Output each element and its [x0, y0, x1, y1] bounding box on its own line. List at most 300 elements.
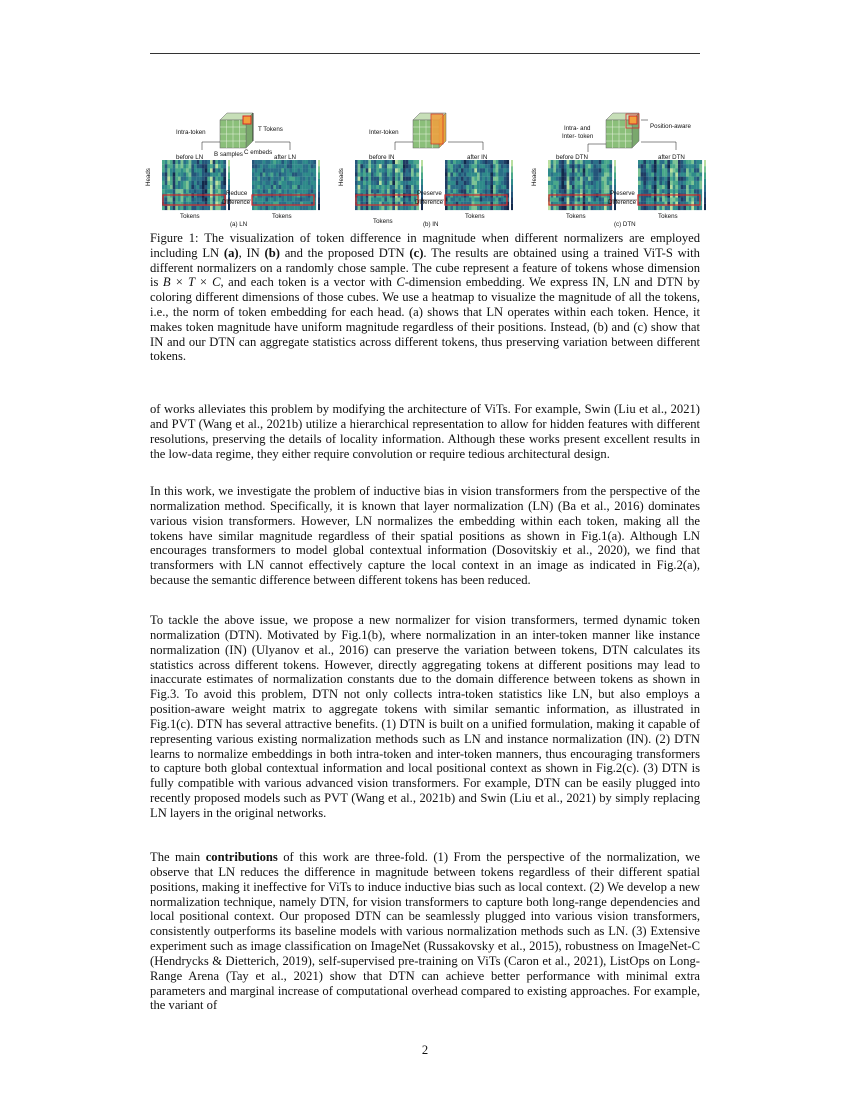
heatmap-cell [659, 164, 662, 168]
subcaption: (c) DTN [614, 221, 636, 228]
heatmap-cell [191, 206, 194, 210]
heatmap-cell [289, 206, 292, 210]
heatmap-cell [561, 168, 564, 172]
heatmap-cell [207, 160, 210, 164]
heatmap-cell [406, 177, 409, 181]
heatmap-cell [210, 168, 213, 172]
heatmap-cell [303, 185, 306, 189]
heatmap-cell [490, 164, 493, 168]
heatmap-cell [593, 198, 596, 202]
heatmap-cell [657, 181, 660, 185]
heatmap-cell [311, 206, 314, 210]
heatmap-cell [699, 185, 702, 189]
colorbar-segment [318, 185, 320, 191]
heatmap-cell [376, 164, 379, 168]
heatmap-cell [382, 177, 385, 181]
heatmap-cell [287, 168, 290, 172]
heatmap-cell [641, 198, 644, 202]
heatmap-cell [490, 181, 493, 185]
heatmap-cell [591, 185, 594, 189]
colorbar-segment [704, 204, 706, 210]
feature-cube [606, 113, 648, 148]
colorbar-segment [704, 198, 706, 204]
heatmap-cell [607, 181, 610, 185]
heatmap-cell [670, 185, 673, 189]
caption-text: , IN [238, 245, 265, 260]
heatmap-cell [493, 185, 496, 189]
heatmap-cell [406, 160, 409, 164]
heatmap-cell [210, 173, 213, 177]
heatmap-cell [482, 206, 485, 210]
heatmap-cell [474, 173, 477, 177]
heatmap-cell [400, 168, 403, 172]
heatmap-cell [604, 185, 607, 189]
heatmap-cell [585, 168, 588, 172]
heatmap-cell [311, 177, 314, 181]
heatmap-cell [218, 177, 221, 181]
heatmap-cell [445, 189, 448, 193]
heatmap-cell [699, 181, 702, 185]
colorbar-segment [228, 179, 230, 185]
heatmap-cell [697, 168, 700, 172]
heatmap-cell [173, 206, 176, 210]
heatmap-cell [498, 164, 501, 168]
heatmap-cell [453, 206, 456, 210]
heatmap-cell [504, 168, 507, 172]
heatmap-cell [292, 173, 295, 177]
heatmap-cell [485, 198, 488, 202]
heatmap-cell [371, 173, 374, 177]
heatmap-cell [493, 160, 496, 164]
heatmap-cell [561, 177, 564, 181]
heatmap-cell [551, 198, 554, 202]
heatmap-cell [450, 177, 453, 181]
heatmap-cell [659, 189, 662, 193]
heatmap-cell [673, 168, 676, 172]
heatmap-cell [638, 164, 641, 168]
heatmap-cell [575, 177, 578, 181]
heatmap-cell [197, 173, 200, 177]
heatmap-cell [273, 164, 276, 168]
heatmap-cell [363, 189, 366, 193]
heatmap-cell [260, 206, 263, 210]
colorbar-segment [318, 166, 320, 172]
heatmap-cell [395, 189, 398, 193]
heatmap-cell [667, 206, 670, 210]
heatmap-cell [178, 168, 181, 172]
heatmap-cell [175, 198, 178, 202]
heatmap-cell [395, 164, 398, 168]
heatmap-cell [360, 164, 363, 168]
heatmap-cell [173, 185, 176, 189]
heatmap-cell [223, 206, 226, 210]
heatmap-cell [580, 168, 583, 172]
heatmap-cell [641, 185, 644, 189]
heatmap-cell [485, 164, 488, 168]
heatmap-cell [268, 189, 271, 193]
heatmap-cell [181, 168, 184, 172]
heatmap-cell [675, 185, 678, 189]
heatmap-cell [414, 185, 417, 189]
heatmap-cell [553, 173, 556, 177]
heatmap-cell [379, 198, 382, 202]
heatmap-cell [654, 181, 657, 185]
heatmap-cell [657, 164, 660, 168]
heatmap-cell [265, 181, 268, 185]
heatmap-cell [411, 181, 414, 185]
heatmap-cell [368, 181, 371, 185]
heatmap-cell [604, 198, 607, 202]
heatmap-cell [379, 173, 382, 177]
heatmap-cell [175, 185, 178, 189]
heatmap-cell [699, 168, 702, 172]
heatmap-cell [553, 164, 556, 168]
heatmap-cell [400, 173, 403, 177]
heatmap-cell [311, 173, 314, 177]
heatmap-cell [374, 164, 377, 168]
heatmap-cell [683, 173, 686, 177]
paragraph-1: of works alleviates this problem by modifying the architecture of ViTs. For example, Swin (Liu et al., 2021) and PVT (Wang et al., 2021b) utilize a hierarchical representation to allow for hidden features with different resolutions, preserving the details of locality information. Although these works present excellent results in the low-data regime, they either require convolution or require tedious architectural design. [150, 402, 700, 461]
heatmap-cell [191, 164, 194, 168]
heatmap-cell [297, 173, 300, 177]
heatmap-cell [305, 177, 308, 181]
heatmap-cell [681, 164, 684, 168]
heatmap-cell [289, 189, 292, 193]
heatmap-cell [289, 173, 292, 177]
heatmap-cell [488, 177, 491, 181]
heatmap-cell [646, 189, 649, 193]
heatmap-cell [662, 164, 665, 168]
heatmap-cell [649, 189, 652, 193]
heatmap-cell [638, 189, 641, 193]
heatmap-cell [482, 198, 485, 202]
heatmap-after [445, 160, 513, 210]
heatmap-cell [384, 198, 387, 202]
heatmap-cell [665, 189, 668, 193]
heatmap-cell [498, 185, 501, 189]
heatmap-cell [305, 198, 308, 202]
heatmap-cell [588, 168, 591, 172]
heatmap-cell [384, 181, 387, 185]
heatmap-cell [464, 189, 467, 193]
heatmap-cell [580, 173, 583, 177]
heatmap-cell [414, 181, 417, 185]
paragraph-2: In this work, we investigate the problem of inductive bias in vision transformers from the perspective of the normalization method. Specifically, it is known that layer normalization (LN) (Ba et al., 2016) dominates various vision transformers. However, LN normalizes the embedding within each token, making all the tokens have similar magnitude regardless of their spatial positions as shown in Fig.1(a). Although LN encourages transformers to model global contextual information (Dosovitskiy et al., 2020), we find that transformers with LN cannot effectively capture the local context in an image as indicated in Fig.2(a), because the semantic difference between different tokens has been reduced. [150, 484, 700, 588]
heatmap-cell [221, 181, 224, 185]
heatmap-cell [548, 189, 551, 193]
colorbar-segment [704, 185, 706, 191]
heatmap-cell [654, 206, 657, 210]
heatmap-cell [382, 185, 385, 189]
heatmap-cell [607, 168, 610, 172]
heatmap-cell [646, 206, 649, 210]
heatmap-cell [456, 189, 459, 193]
heatmap-cell [189, 189, 192, 193]
heatmap-cell [392, 181, 395, 185]
heatmap-cell [580, 185, 583, 189]
heatmap-cell [303, 173, 306, 177]
heatmap-cell [575, 206, 578, 210]
heatmap-cell [506, 160, 509, 164]
heatmap-cell [643, 185, 646, 189]
heatmap-cell [189, 206, 192, 210]
heatmap-cell [368, 198, 371, 202]
heatmap-cell [387, 206, 390, 210]
heatmap-cell [379, 168, 382, 172]
heatmap-cell [596, 164, 599, 168]
heatmap-cell [649, 181, 652, 185]
heatmap-cell [257, 160, 260, 164]
heatmap-cell [379, 185, 382, 189]
heatmap-cell [300, 189, 303, 193]
heatmap-cell [561, 173, 564, 177]
heatmap-cell [358, 177, 361, 181]
heatmap-cell [596, 181, 599, 185]
heatmap-cell [263, 198, 266, 202]
heatmap-cell [308, 173, 311, 177]
heatmap-cell [651, 160, 654, 164]
heatmap-cell [414, 177, 417, 181]
heatmap-cell [662, 189, 665, 193]
heatmap-cell [604, 164, 607, 168]
label-tokens-before: Tokens [566, 213, 586, 220]
heatmap-cell [448, 198, 451, 202]
heatmap-cell [271, 181, 274, 185]
heatmap-cell [548, 181, 551, 185]
colorbar-segment [318, 191, 320, 197]
heatmap-cell [265, 198, 268, 202]
heatmap-cell [601, 173, 604, 177]
label-t-tokens: T Tokens [258, 126, 283, 133]
label-before: before DTN [556, 154, 588, 161]
heatmap-cell [689, 160, 692, 164]
heatmap-cell [453, 160, 456, 164]
paragraph-4-text: of this work are three-fold. (1) From the perspective of the normalization, we observe that LN reduces the difference in magnitude between tokens regardless of their different spatial positions, making it ineffective for ViTs to induce inductive bias such as local context. (2) We develop a new normalization technique, namely DTN, for vision transformers to capture both long-range dependencies and local positional context. Our proposed DTN can be seamlessly plugged into various vision transformers, consistently outperforms its baseline models with various normalization methods such as LN. (3) Extensive experiment such as image classification on ImageNet (Russakovsky et al., 2015), robustness on ImageNet-C (Hendrycks & Dietterich, 2019), self-supervised pre-training on ViTs (Caron et al., 2021), ListOps on Long-Range Arena (Tay et al., 2021) show that DTN can achieve better performance with minimal extra parameters and marginal increase of computational overhead compared to existing approaches. For example, the variant of [150, 850, 700, 1013]
heatmap-cell [355, 160, 358, 164]
heatmap-cell [170, 198, 173, 202]
heatmap-cell [641, 189, 644, 193]
heatmap-cell [186, 173, 189, 177]
heatmap-cell [450, 206, 453, 210]
heatmap-cell [448, 168, 451, 172]
heatmap-cell [284, 173, 287, 177]
heatmap-cell [686, 177, 689, 181]
page-number: 2 [421, 1043, 429, 1057]
heatmap-cell [599, 198, 602, 202]
heatmap-cell [162, 168, 165, 172]
heatmap-cell [662, 206, 665, 210]
label-tokens-after: Tokens [658, 213, 678, 220]
heatmap-cell [699, 160, 702, 164]
heatmap-cell [411, 206, 414, 210]
heatmap-cell [358, 198, 361, 202]
heatmap-cell [189, 185, 192, 189]
heatmap-cell [408, 160, 411, 164]
heatmap-cell [273, 185, 276, 189]
heatmap-cell [477, 168, 480, 172]
heatmap-cell [607, 185, 610, 189]
label-difference: Difference [608, 199, 637, 206]
heatmap-cell [683, 181, 686, 185]
heatmap-cell [379, 189, 382, 193]
heatmap-cell [308, 185, 311, 189]
heatmap-cell [657, 189, 660, 193]
heatmap-cell [493, 198, 496, 202]
heatmap-cell [591, 168, 594, 172]
heatmap-cell [477, 206, 480, 210]
heatmap-cell [210, 164, 213, 168]
heatmap-cell [496, 206, 499, 210]
heatmap-cell [675, 181, 678, 185]
heatmap-cell [504, 164, 507, 168]
heatmap-cell [556, 164, 559, 168]
heatmap-cell [490, 185, 493, 189]
heatmap-cell [596, 198, 599, 202]
label-inter-token: Inter- token [562, 133, 594, 140]
heatmap-cell [461, 164, 464, 168]
heatmap-cell [300, 198, 303, 202]
heatmap-cell [191, 173, 194, 177]
heatmap-cell [295, 198, 298, 202]
heatmap-cell [691, 160, 694, 164]
heatmap-cell [501, 164, 504, 168]
colorbar-segment [318, 179, 320, 185]
heatmap-cell [569, 198, 572, 202]
heatmap-cell [223, 164, 226, 168]
heatmap-cell [665, 168, 668, 172]
heatmap-cell [368, 168, 371, 172]
heatmap-cell [202, 168, 205, 172]
heatmap-cell [673, 206, 676, 210]
heatmap-cell [472, 173, 475, 177]
heatmap-cell [689, 164, 692, 168]
heatmap-cell [673, 185, 676, 189]
heatmap-cell [189, 198, 192, 202]
heatmap-cell [221, 164, 224, 168]
heatmap-cell [651, 206, 654, 210]
heatmap-cell [609, 185, 612, 189]
heatmap-cell [577, 185, 580, 189]
heatmap-cell [559, 168, 562, 172]
heatmap-cell [654, 185, 657, 189]
heatmap-cell [450, 173, 453, 177]
heatmap-cell [403, 181, 406, 185]
heatmap-cell [474, 206, 477, 210]
heatmap-cell [271, 206, 274, 210]
heatmap-cell [569, 177, 572, 181]
heatmap-cell [395, 198, 398, 202]
heatmap-cell [257, 177, 260, 181]
heatmap-cell [221, 206, 224, 210]
heatmap-cell [376, 168, 379, 172]
heatmap-cell [498, 181, 501, 185]
heatmap-cell [183, 168, 186, 172]
heatmap-cell [371, 164, 374, 168]
heatmap-cell [588, 181, 591, 185]
heatmap-cell [167, 181, 170, 185]
heatmap-cell [205, 181, 208, 185]
heatmap-cell [173, 181, 176, 185]
heatmap-cell [175, 168, 178, 172]
heatmap-cell [403, 177, 406, 181]
heatmap-cell [411, 160, 414, 164]
heatmap-cell [498, 206, 501, 210]
heatmap-cell [218, 189, 221, 193]
heatmap-cell [170, 177, 173, 181]
heatmap-cell [689, 185, 692, 189]
heatmap-cell [496, 173, 499, 177]
figure-1 [140, 108, 710, 230]
heatmap-cell [289, 198, 292, 202]
heatmap-cell [213, 185, 216, 189]
heatmap-cell [303, 168, 306, 172]
heatmap-cell [456, 168, 459, 172]
heatmap-cell [292, 185, 295, 189]
heatmap-cell [175, 164, 178, 168]
heatmap-cell [670, 206, 673, 210]
heatmap-cell [553, 168, 556, 172]
heatmap-cell [213, 198, 216, 202]
heatmap-cell [477, 181, 480, 185]
heatmap-cell [199, 189, 202, 193]
figure-panel-ln [140, 108, 320, 230]
heatmap-cell [643, 173, 646, 177]
heatmap-cell [673, 181, 676, 185]
heatmap-cell [178, 189, 181, 193]
heatmap-cell [458, 198, 461, 202]
heatmap-cell [297, 198, 300, 202]
heatmap-cell [170, 189, 173, 193]
heatmap-cell [257, 168, 260, 172]
heatmap-cell [260, 168, 263, 172]
heatmap-cell [553, 185, 556, 189]
heatmap-cell [215, 177, 218, 181]
heatmap-cell [191, 198, 194, 202]
heatmap-cell [295, 189, 298, 193]
heatmap-cell [355, 185, 358, 189]
heatmap-cell [469, 189, 472, 193]
paragraph-4-text: The main [150, 850, 206, 864]
heatmap-cell [469, 181, 472, 185]
label-preserve: Preserve [610, 190, 635, 197]
heatmap-cell [292, 164, 295, 168]
heatmap-cell [374, 168, 377, 172]
heatmap-cell [218, 185, 221, 189]
heatmap-cell [395, 177, 398, 181]
colorbar-segment [318, 198, 320, 204]
heatmap-cell [197, 206, 200, 210]
heatmap-cell [697, 177, 700, 181]
heatmap-cell [374, 198, 377, 202]
heatmap-cell [667, 189, 670, 193]
heatmap-cell [223, 168, 226, 172]
heatmap-cell [480, 164, 483, 168]
heatmap-cell [400, 160, 403, 164]
heatmap-cell [461, 189, 464, 193]
heatmap-cell [456, 181, 459, 185]
heatmap-cell [577, 164, 580, 168]
caption-math: B × T × C [162, 275, 221, 290]
heatmap-cell [355, 173, 358, 177]
heatmap-cell [556, 198, 559, 202]
heatmap-cell [202, 206, 205, 210]
heatmap-cell [281, 164, 284, 168]
heatmap-cell [485, 177, 488, 181]
heatmap-cell [363, 181, 366, 185]
heatmap-cell [382, 164, 385, 168]
heatmap-cell [577, 206, 580, 210]
heatmap-after [638, 160, 706, 210]
